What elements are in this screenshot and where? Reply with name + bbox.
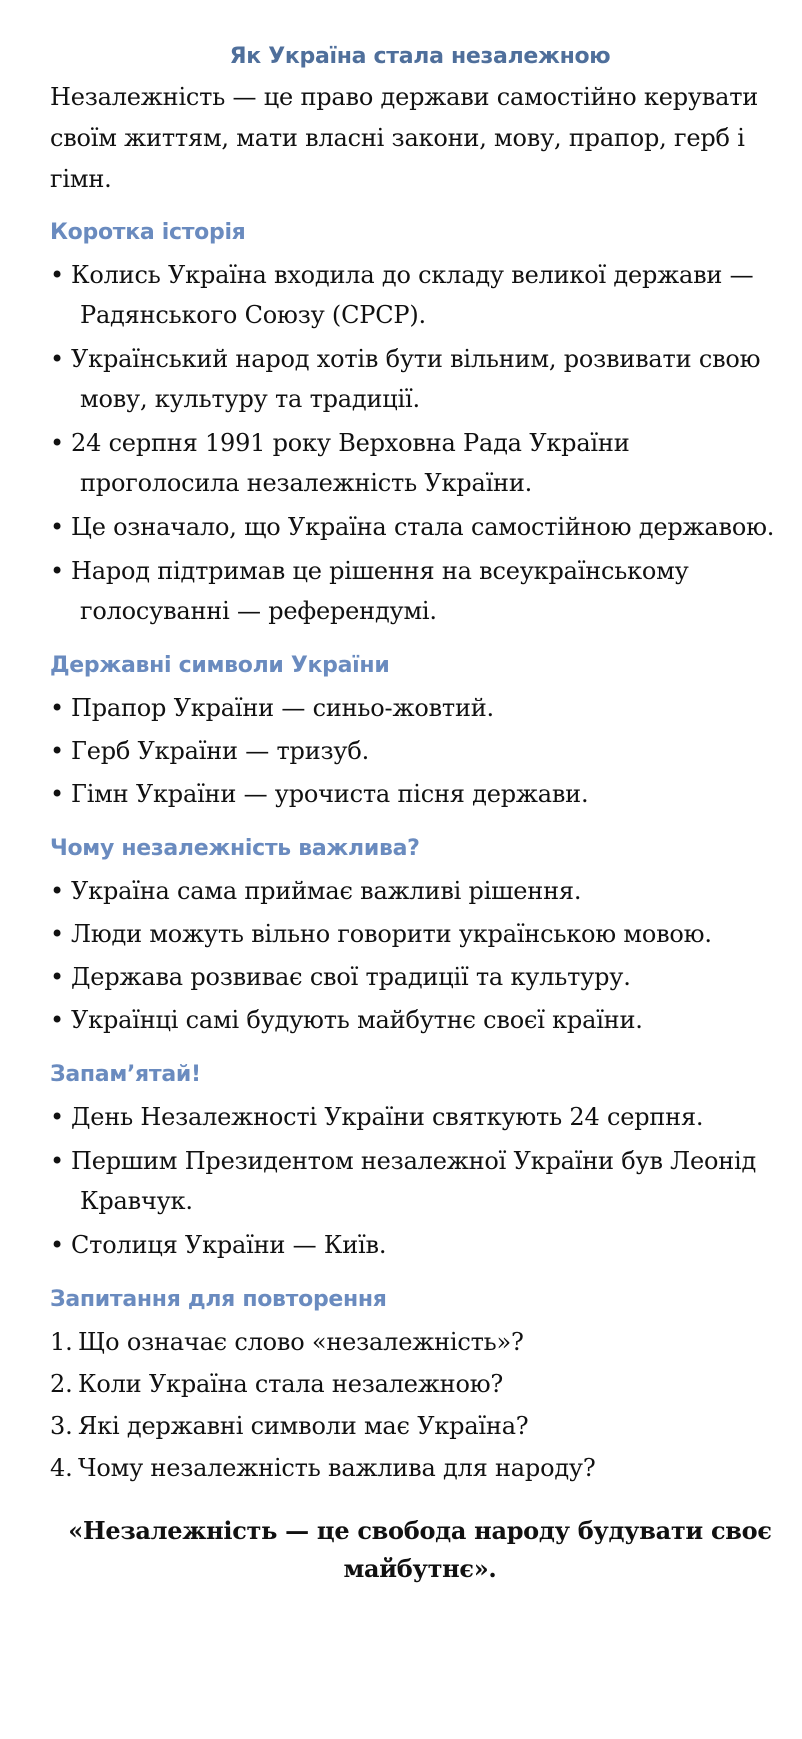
remember-list [50,1097,790,1265]
list-item: • Колись Україна входила до складу великої держави — Радянського Союзу (СРСР). [50,255,790,335]
list-item: • 24 серпня 1991 року Верховна Рада України проголосила незалежність України. [50,423,790,503]
list-item: • Прапор України — синьо-жовтий. [50,688,790,728]
list-item: • Першим Президентом незалежної України був Леонід Кравчук. [50,1141,790,1221]
question-number: 2. [50,1370,73,1398]
section-heading-history: Коротка історія [50,220,246,245]
section-heading-questions: Запитання для повторення [50,1287,387,1312]
question-item [50,1364,790,1404]
list-item: • Столиця України — Київ. [50,1225,790,1265]
question-number: 4. [50,1454,73,1482]
question-number: 1. [50,1328,73,1356]
section-heading-symbols: Державні символи України [50,653,390,678]
question-item [50,1322,790,1362]
list-item: • Держава розвиває свої традиції та культуру. [50,957,790,997]
list-item: • Це означало, що Україна стала самостійною державою. [50,507,790,547]
question-number: 3. [50,1412,73,1440]
questions-list [50,1322,790,1488]
question-text: Коли Україна стала незалежною? [78,1370,504,1398]
list-item: • Люди можуть вільно говорити українською мовою. [50,914,790,954]
importance-list [50,871,790,1040]
list-item: • Українці самі будують майбутнє своєї країни. [50,1000,790,1040]
list-item: • День Незалежності України святкують 24 серпня. [50,1097,790,1137]
section-heading-importance: Чому незалежність важлива? [50,836,420,861]
question-item [50,1406,790,1446]
list-item: • Український народ хотів бути вільним, розвивати свою мову, культуру та традиції. [50,339,790,419]
list-item: • Народ підтримав це рішення на всеукраїнському голосуванні — референдумі. [50,551,790,631]
list-item: • Герб України — тризуб. [50,731,790,771]
question-text: Чому незалежність важлива для народу? [78,1454,596,1482]
list-item: • Україна сама приймає важливі рішення. [50,871,790,911]
question-item [50,1448,790,1488]
question-text: Які державні символи має Україна? [78,1412,529,1440]
document-title: Як Україна стала незалежною [229,44,611,69]
history-list [50,255,790,631]
intro-paragraph: Незалежність — це право держави самостійно керувати своїм життям, мати власні закони, мову, прапор, герб і гімн. [50,83,759,193]
list-item: • Гімн України — урочиста пісня держави. [50,774,790,814]
symbols-list [50,688,790,814]
document-page [50,44,790,1588]
question-text: Що означає слово «незалежність»? [78,1328,524,1356]
closing-quote: «Незалежність — це свобода народу будувати своє майбутнє». [68,1516,772,1583]
section-heading-remember: Запам’ятай! [50,1062,201,1087]
